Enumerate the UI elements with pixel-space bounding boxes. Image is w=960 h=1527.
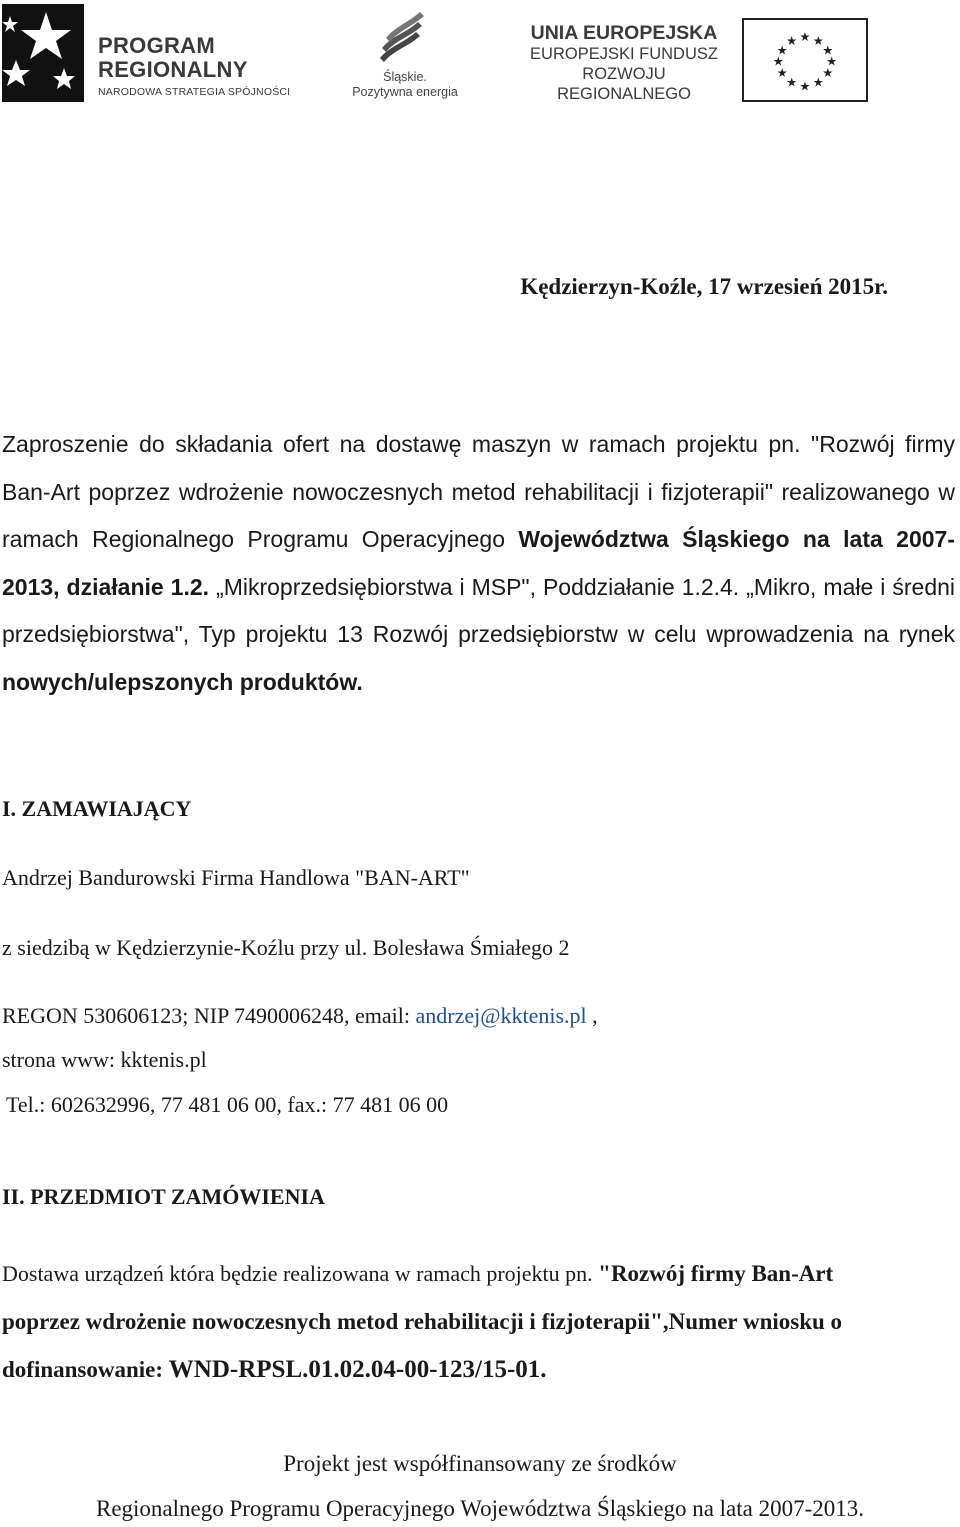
intro-part1: Zaproszenie do składania ofert na dostawę maszyn w ramach projektu pn. "Rozwój firmy Ban-Art poprzez wdrożenie nowoczesnych metod rehabilitacji i fizjoterapii" realizowanego w ramach Regionalnego Programu Operacyjnego bbox=[2, 431, 955, 553]
svg-text:★: ★ bbox=[786, 75, 798, 90]
buyer-name: Andrzej Bandurowski Firma Handlowa "BAN-ART" bbox=[2, 865, 470, 890]
logos-header bbox=[0, 0, 960, 110]
ue-line3: ROZWOJU REGIONALNEGO bbox=[557, 65, 691, 103]
intro-paragraph bbox=[2, 421, 955, 707]
svg-text:★: ★ bbox=[799, 79, 811, 94]
buyer-phone: Tel.: 602632996, 77 481 06 00, fax.: 77 481 06 00 bbox=[6, 1092, 449, 1117]
section2-heading: II. PRZEDMIOT ZAMÓWIENIA bbox=[2, 1184, 325, 1209]
svg-text:★: ★ bbox=[776, 43, 788, 58]
buyer-website: strona www: kktenis.pl bbox=[2, 1047, 207, 1072]
ue-line2: EUROPEJSKI FUNDUSZ bbox=[530, 45, 718, 63]
svg-text:★: ★ bbox=[826, 54, 838, 69]
slaskie-name: Śląskie. bbox=[383, 70, 427, 84]
footer-line2: Regionalnego Programu Operacyjnego Województwa Śląskiego na lata 2007-2013. bbox=[95, 1496, 865, 1521]
svg-text:★: ★ bbox=[776, 66, 788, 81]
svg-text:★: ★ bbox=[812, 75, 824, 90]
ue-wordmark bbox=[518, 22, 730, 104]
svg-text:★: ★ bbox=[822, 43, 834, 58]
subject-application-number: WND-RPSL.01.02.04-00-123/15-01. bbox=[168, 1356, 547, 1383]
program-regionalny-logo bbox=[2, 4, 292, 102]
buyer-address: z siedzibą w Kędzierzynie-Koźlu przy ul. Bolesława Śmiałego 2 bbox=[2, 935, 570, 960]
pr-line1: PROGRAM bbox=[98, 33, 215, 58]
date-line: Kędzierzyn-Koźle, 17 wrzesień 2015r. bbox=[520, 274, 888, 299]
eu-flag-icon bbox=[742, 18, 868, 102]
slaskie-wave-icon bbox=[374, 8, 434, 64]
slaskie-tagline: Pozytywna energia bbox=[352, 85, 458, 99]
program-regionalny-wordmark bbox=[98, 34, 290, 100]
svg-text:★: ★ bbox=[822, 66, 834, 81]
svg-text:★: ★ bbox=[772, 54, 784, 69]
svg-text:★: ★ bbox=[799, 29, 811, 44]
svg-text:★: ★ bbox=[786, 33, 798, 48]
email-suffix: , bbox=[586, 1003, 598, 1028]
pr-line2: REGIONALNY bbox=[98, 57, 248, 82]
regon-text: REGON 530606123; NIP 7490006248, email: bbox=[2, 1003, 416, 1028]
ue-line1: UNIA EUROPEJSKA bbox=[530, 22, 718, 44]
footer-line1: Projekt jest współfinansowany ze środków bbox=[283, 1451, 677, 1476]
email-link[interactable]: andrzej@kktenis.pl bbox=[415, 1003, 587, 1028]
pr-line3: NARODOWA STRATEGIA SPÓJNOŚCI bbox=[98, 86, 291, 98]
subject-project-title: "Rozwój firmy Ban-Art poprzez wdrożenie nowoczesnych metod rehabilitacji i fizjoterapii",Numer wniosku o dofinansowanie: bbox=[2, 1261, 843, 1382]
svg-text:★: ★ bbox=[812, 33, 824, 48]
slaskie-logo bbox=[350, 8, 460, 100]
intro-part3: „Mikroprzedsiębiorstwa i MSP", Poddziałanie 1.2.4. „Mikro, małe i średni przedsiębiorstwa", Typ projektu 13 Rozwój przedsiębiorstw w celu wprowadzenia na rynek bbox=[2, 573, 956, 648]
order-subject bbox=[2, 1250, 882, 1394]
section1-heading: I. ZAMAWIAJĄCY bbox=[2, 796, 192, 821]
unia-europejska-logo bbox=[518, 18, 870, 102]
buyer-registration bbox=[2, 1002, 598, 1030]
intro-part2: Województwa Śląskiego na lata 2007-2013, działanie 1.2. bbox=[2, 526, 955, 600]
subject-text: Dostawa urządzeń która będzie realizowana w ramach projektu pn. bbox=[2, 1261, 599, 1286]
program-regionalny-star-icon bbox=[2, 4, 84, 102]
intro-part4: nowych/ulepszonych produktów. bbox=[2, 668, 363, 695]
